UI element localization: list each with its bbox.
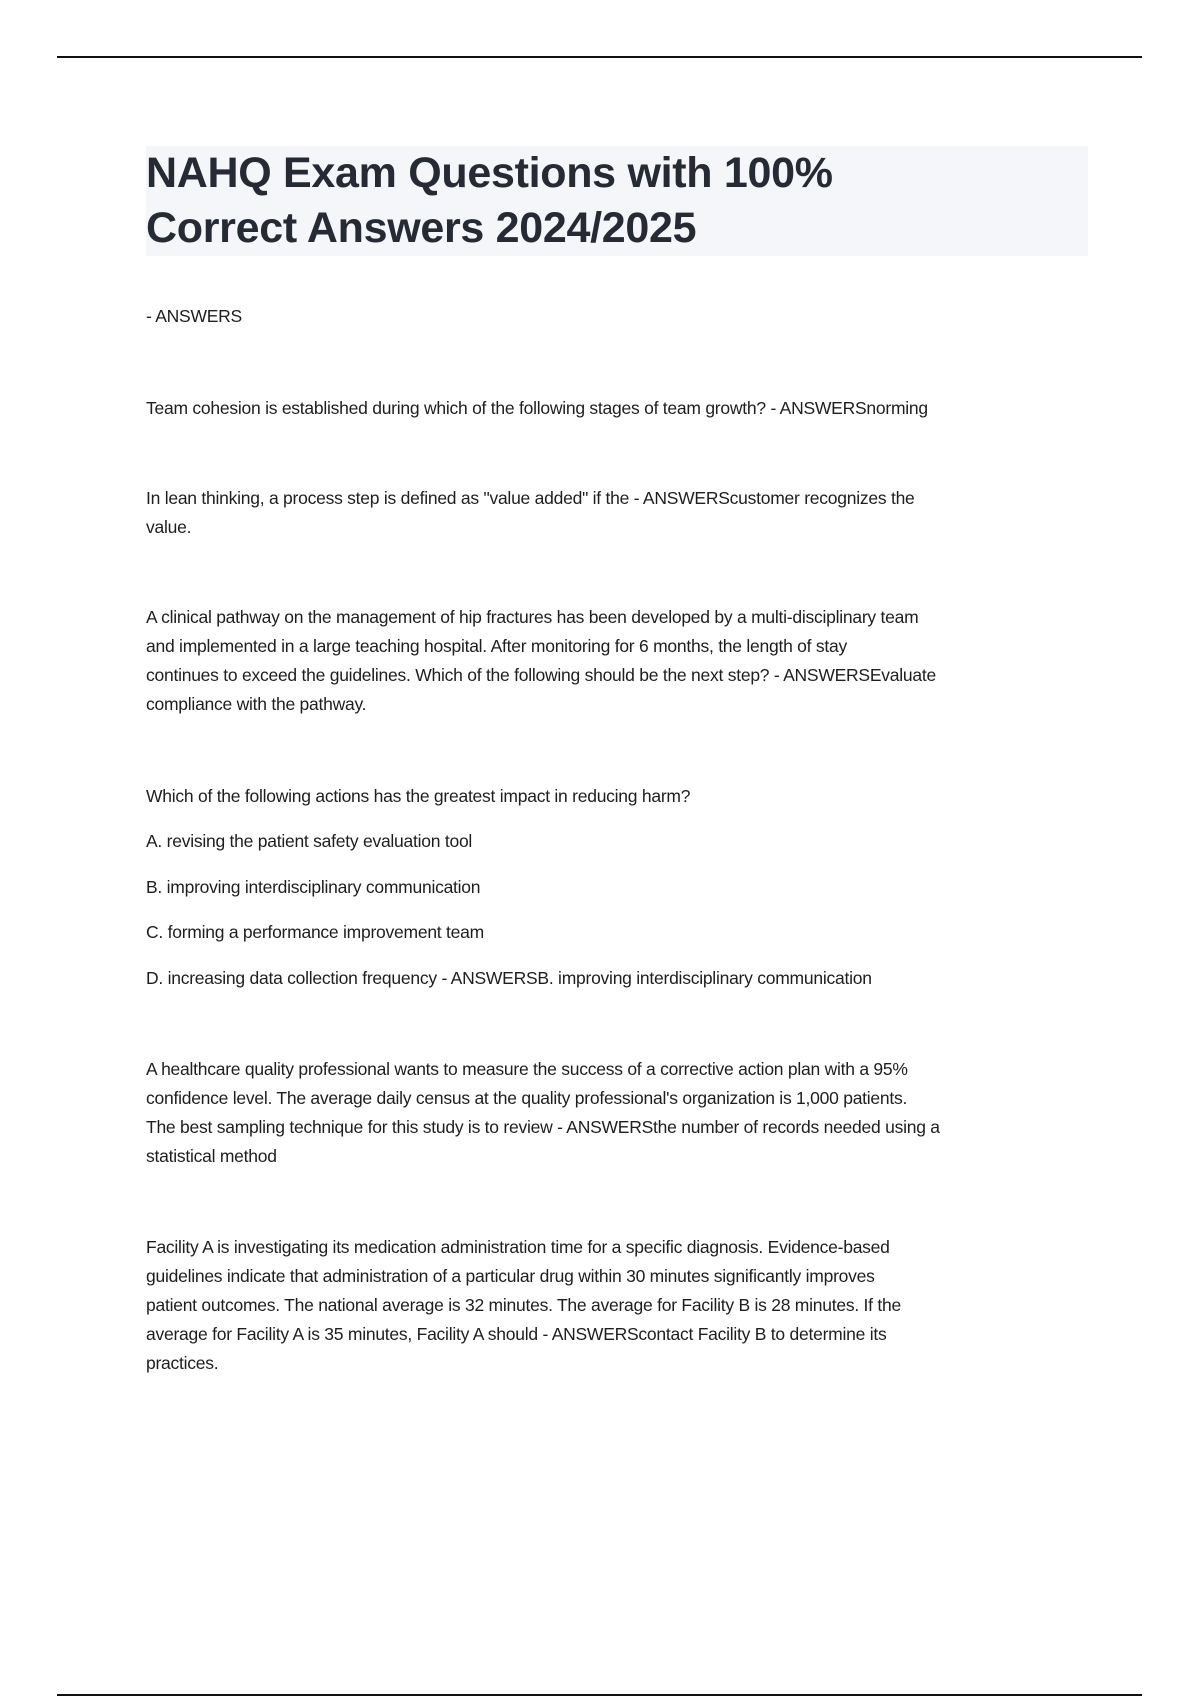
text-line: continues to exceed the guidelines. Which of the following should be the next step? - ANSWERSEvaluate <box>146 665 936 685</box>
bottom-divider <box>57 1694 1142 1696</box>
question-6 <box>146 1233 901 1378</box>
option-b <box>146 873 480 902</box>
document-title <box>146 146 833 256</box>
text-line: Which of the following actions has the greatest impact in reducing harm? <box>146 786 691 806</box>
text-line: statistical method <box>146 1146 277 1166</box>
text-line: B. improving interdisciplinary communication <box>146 877 481 897</box>
text-line: average for Facility A is 35 minutes, Facility A should - ANSWERScontact Facility B to determine its <box>146 1324 887 1344</box>
text-line: value. <box>146 517 192 537</box>
text-line: A healthcare quality professional wants to measure the success of a corrective action plan with a 95% <box>146 1059 908 1079</box>
text-line: Team cohesion is established during which of the following stages of team growth? - ANSWERSnorming <box>146 398 928 418</box>
option-a <box>146 827 472 856</box>
text-line: practices. <box>146 1353 219 1373</box>
question-3 <box>146 603 936 719</box>
text-line: D. increasing data collection frequency - ANSWERSB. improving interdisciplinary communication <box>146 968 872 988</box>
text-line: C. forming a performance improvement team <box>146 922 484 942</box>
text-line: guidelines indicate that administration of a particular drug within 30 minutes significantly improves <box>146 1266 875 1286</box>
text-line: and implemented in a large teaching hospital. After monitoring for 6 months, the length of stay <box>146 636 847 656</box>
text-line: The best sampling technique for this study is to review - ANSWERSthe number of records needed using a <box>146 1117 940 1137</box>
top-divider <box>57 56 1142 58</box>
title-line: Correct Answers 2024/2025 <box>146 204 697 252</box>
question-2 <box>146 484 915 542</box>
option-d-answer <box>146 964 872 993</box>
subtitle: - ANSWERS <box>146 306 242 326</box>
question-1 <box>146 394 928 423</box>
title-line: NAHQ Exam Questions with 100% <box>146 149 833 197</box>
text-line: compliance with the pathway. <box>146 694 367 714</box>
text-line: A clinical pathway on the management of hip fractures has been developed by a multi-disciplinary team <box>146 607 919 627</box>
question-4-stem <box>146 782 690 811</box>
option-c <box>146 918 484 947</box>
text-line: confidence level. The average daily census at the quality professional's organization is 1,000 patients. <box>146 1088 908 1108</box>
text-line: patient outcomes. The national average is 32 minutes. The average for Facility B is 28 minutes. If the <box>146 1295 901 1315</box>
question-5 <box>146 1055 940 1171</box>
text-line: Facility A is investigating its medication administration time for a specific diagnosis. Evidence-based <box>146 1237 890 1257</box>
text-line: A. revising the patient safety evaluation tool <box>146 831 473 851</box>
text-line: In lean thinking, a process step is defined as "value added" if the - ANSWERScustomer recognizes the <box>146 488 915 508</box>
